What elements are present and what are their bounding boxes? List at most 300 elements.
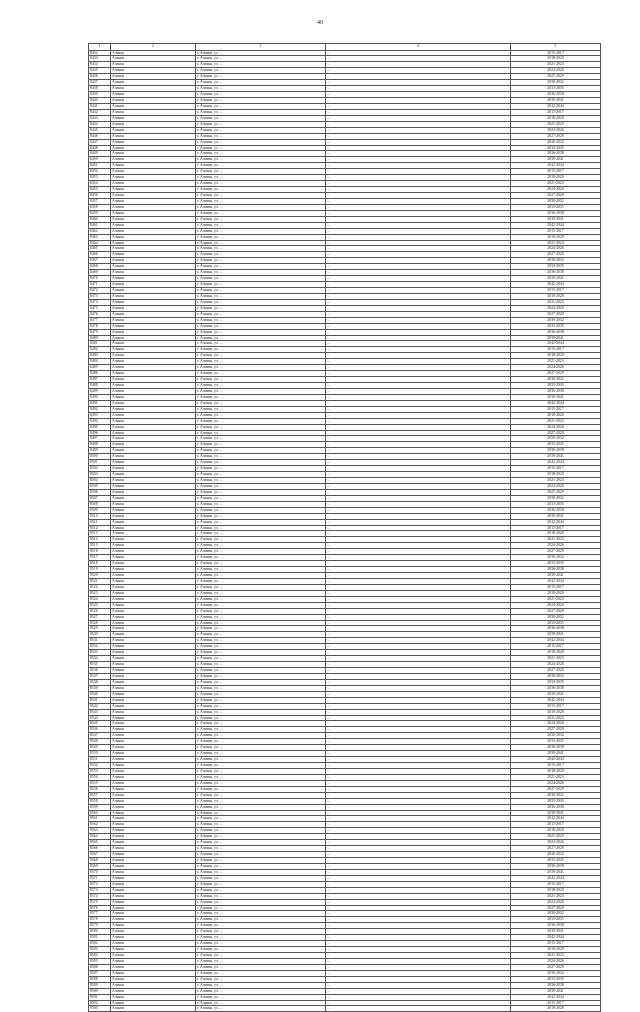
row-number: 8455	[89, 187, 111, 193]
address: г. Ачинск, ул. ...	[196, 988, 326, 994]
address: г. Ачинск, ул. ...	[196, 270, 326, 276]
address: г. Ачинск, ул. ...	[196, 198, 326, 204]
period: 2024-2026	[511, 424, 601, 430]
row-number: 8575	[89, 899, 111, 905]
period: 2015-2017	[511, 822, 601, 828]
period: 2018-2020	[511, 1006, 601, 1012]
address: г. Ачинск, ул. ...	[196, 329, 326, 335]
address: г. Ачинск, ул. ...	[196, 531, 326, 537]
locality: Ачинск	[111, 685, 196, 691]
period: 2015-2017	[511, 50, 601, 56]
work-description: ...	[326, 175, 511, 181]
work-description: ...	[326, 276, 511, 282]
row-number: 8540	[89, 691, 111, 697]
address: г. Ачинск, ул. ...	[196, 958, 326, 964]
address: г. Ачинск, ул. ...	[196, 561, 326, 567]
locality: Ачинск	[111, 169, 196, 175]
work-description: ...	[326, 751, 511, 757]
work-description: ...	[326, 454, 511, 460]
row-number: 8541	[89, 697, 111, 703]
address: г. Ачинск, ул. ...	[196, 210, 326, 216]
row-number: 8494	[89, 418, 111, 424]
period: 2030-2032	[511, 673, 601, 679]
address: г. Ачинск, ул. ...	[196, 507, 326, 513]
locality: Ачинск	[111, 970, 196, 976]
work-description: ...	[326, 715, 511, 721]
period: 2021-2023	[511, 715, 601, 721]
work-description: ...	[326, 80, 511, 86]
address: г. Ачинск, ул. ...	[196, 798, 326, 804]
row-number: 8555	[89, 780, 111, 786]
row-number: 8498	[89, 442, 111, 448]
period: 2039-2041	[511, 394, 601, 400]
period: 2015-2017	[511, 941, 601, 947]
address: г. Ачинск, ул. ...	[196, 638, 326, 644]
work-description: ...	[326, 216, 511, 222]
address: г. Ачинск, ул. ...	[196, 74, 326, 80]
work-description: ...	[326, 299, 511, 305]
locality: Ачинск	[111, 270, 196, 276]
row-number: 8542	[89, 703, 111, 709]
work-description: ...	[326, 792, 511, 798]
work-description: ...	[326, 668, 511, 674]
locality: Ачинск	[111, 733, 196, 739]
locality: Ачинск	[111, 875, 196, 881]
period: 2036-2038	[511, 210, 601, 216]
address: г. Ачинск, ул. ...	[196, 151, 326, 157]
period: 2027-2029	[511, 964, 601, 970]
row-number: 8552	[89, 763, 111, 769]
period: 2015-2017	[511, 466, 601, 472]
period: 2018-2020	[511, 650, 601, 656]
locality: Ачинск	[111, 103, 196, 109]
period: 2018-2020	[511, 115, 601, 121]
work-description: ...	[326, 673, 511, 679]
row-number: 8436	[89, 74, 111, 80]
locality: Ачинск	[111, 804, 196, 810]
period: 2024-2026	[511, 483, 601, 489]
locality: Ачинск	[111, 293, 196, 299]
period: 2033-2035	[511, 501, 601, 507]
period: 2036-2038	[511, 923, 601, 929]
row-number: 8556	[89, 786, 111, 792]
address: г. Ачинск, ул. ...	[196, 786, 326, 792]
row-number: 8551	[89, 757, 111, 763]
address: г. Ачинск, ул. ...	[196, 727, 326, 733]
work-description: ...	[326, 638, 511, 644]
locality: Ачинск	[111, 472, 196, 478]
work-description: ...	[326, 133, 511, 139]
period: 2024-2026	[511, 127, 601, 133]
locality: Ачинск	[111, 567, 196, 573]
period: 2030-2032	[511, 317, 601, 323]
period: 2018-2020	[511, 353, 601, 359]
row-number: 8512	[89, 525, 111, 531]
locality: Ачинск	[111, 1000, 196, 1006]
period: 2024-2026	[511, 68, 601, 74]
row-number: 8573	[89, 887, 111, 893]
row-number: 8434	[89, 62, 111, 68]
locality: Ачинск	[111, 863, 196, 869]
work-description: ...	[326, 74, 511, 80]
row-number: 8503	[89, 472, 111, 478]
address: г. Ачинск, ул. ...	[196, 193, 326, 199]
work-description: ...	[326, 359, 511, 365]
locality: Ачинск	[111, 50, 196, 56]
address: г. Ачинск, ул. ...	[196, 513, 326, 519]
locality: Ачинск	[111, 305, 196, 311]
column-header: 2	[111, 44, 196, 51]
address: г. Ачинск, ул. ...	[196, 418, 326, 424]
period: 2033-2035	[511, 620, 601, 626]
period: 2018-2020	[511, 56, 601, 62]
work-description: ...	[326, 525, 511, 531]
address: г. Ачинск, ул. ...	[196, 685, 326, 691]
period: 2039-2041	[511, 691, 601, 697]
period: 2030-2032	[511, 614, 601, 620]
work-description: ...	[326, 252, 511, 258]
locality: Ачинск	[111, 899, 196, 905]
row-number: 8511	[89, 519, 111, 525]
locality: Ачинск	[111, 721, 196, 727]
address: г. Ачинск, ул. ...	[196, 436, 326, 442]
locality: Ачинск	[111, 626, 196, 632]
locality: Ачинск	[111, 489, 196, 495]
row-number: 8506	[89, 489, 111, 495]
row-number: 8447	[89, 139, 111, 145]
row-number: 8561	[89, 816, 111, 822]
address: г. Ачинск, ул. ...	[196, 703, 326, 709]
period: 2027-2029	[511, 193, 601, 199]
row-number: 8442	[89, 109, 111, 115]
period: 2024-2026	[511, 662, 601, 668]
work-description: ...	[326, 62, 511, 68]
work-description: ...	[326, 982, 511, 988]
locality: Ачинск	[111, 929, 196, 935]
row-number: 8571	[89, 875, 111, 881]
row-number: 8508	[89, 501, 111, 507]
locality: Ачинск	[111, 935, 196, 941]
period: 2021-2023	[511, 834, 601, 840]
locality: Ачинск	[111, 679, 196, 685]
row-number: 8564	[89, 834, 111, 840]
work-description: ...	[326, 531, 511, 537]
address: г. Ачинск, ул. ...	[196, 632, 326, 638]
locality: Ачинск	[111, 869, 196, 875]
period: 2030-2032	[511, 80, 601, 86]
work-description: ...	[326, 1006, 511, 1012]
locality: Ачинск	[111, 774, 196, 780]
locality: Ачинск	[111, 656, 196, 662]
row-number: 8591	[89, 994, 111, 1000]
work-description: ...	[326, 816, 511, 822]
address: г. Ачинск, ул. ...	[196, 412, 326, 418]
locality: Ачинск	[111, 745, 196, 751]
work-description: ...	[326, 596, 511, 602]
period: 2030-2032	[511, 436, 601, 442]
locality: Ачинск	[111, 323, 196, 329]
period: 2042-2044	[511, 519, 601, 525]
locality: Ачинск	[111, 412, 196, 418]
locality: Ачинск	[111, 941, 196, 947]
work-description: ...	[326, 222, 511, 228]
locality: Ачинск	[111, 543, 196, 549]
locality: Ачинск	[111, 288, 196, 294]
work-description: ...	[326, 210, 511, 216]
row-number: 8582	[89, 941, 111, 947]
row-number: 8443	[89, 115, 111, 121]
locality: Ачинск	[111, 590, 196, 596]
address: г. Ачинск, ул. ...	[196, 388, 326, 394]
work-description: ...	[326, 590, 511, 596]
address: г. Ачинск, ул. ...	[196, 780, 326, 786]
row-number: 8492	[89, 406, 111, 412]
address: г. Ачинск, ул. ...	[196, 68, 326, 74]
row-number: 8469	[89, 270, 111, 276]
row-number: 8481	[89, 341, 111, 347]
period: 2027-2029	[511, 74, 601, 80]
period: 2015-2017	[511, 406, 601, 412]
period: 2018-2020	[511, 531, 601, 537]
row-number: 8523	[89, 590, 111, 596]
row-number: 8445	[89, 127, 111, 133]
row-number: 8580	[89, 929, 111, 935]
work-description: ...	[326, 721, 511, 727]
work-description: ...	[326, 139, 511, 145]
period: 2033-2035	[511, 442, 601, 448]
work-description: ...	[326, 353, 511, 359]
row-number: 8539	[89, 685, 111, 691]
address: г. Ачинск, ул. ...	[196, 406, 326, 412]
work-description: ...	[326, 620, 511, 626]
address: г. Ачинск, ул. ...	[196, 246, 326, 252]
work-description: ...	[326, 115, 511, 121]
period: 2042-2044	[511, 222, 601, 228]
period: 2018-2020	[511, 175, 601, 181]
period: 2036-2038	[511, 863, 601, 869]
work-description: ...	[326, 258, 511, 264]
locality: Ачинск	[111, 359, 196, 365]
work-description: ...	[326, 489, 511, 495]
work-description: ...	[326, 412, 511, 418]
locality: Ачинск	[111, 299, 196, 305]
address: г. Ачинск, ул. ...	[196, 555, 326, 561]
address: г. Ачинск, ул. ...	[196, 596, 326, 602]
address: г. Ачинск, ул. ...	[196, 602, 326, 608]
locality: Ачинск	[111, 483, 196, 489]
work-description: ...	[326, 840, 511, 846]
row-number: 8526	[89, 608, 111, 614]
locality: Ачинск	[111, 210, 196, 216]
locality: Ачинск	[111, 151, 196, 157]
row-number: 8586	[89, 964, 111, 970]
address: г. Ачинск, ул. ...	[196, 216, 326, 222]
address: г. Ачинск, ул. ...	[196, 299, 326, 305]
address: г. Ачинск, ул. ...	[196, 620, 326, 626]
address: г. Ачинск, ул. ...	[196, 869, 326, 875]
address: г. Ачинск, ул. ...	[196, 495, 326, 501]
period: 2039-2041	[511, 98, 601, 104]
locality: Ачинск	[111, 216, 196, 222]
row-number: 8458	[89, 204, 111, 210]
row-number: 8546	[89, 727, 111, 733]
row-number: 8563	[89, 828, 111, 834]
locality: Ачинск	[111, 596, 196, 602]
address: г. Ачинск, ул. ...	[196, 157, 326, 163]
row-number: 8487	[89, 377, 111, 383]
work-description: ...	[326, 424, 511, 430]
column-header: 1	[89, 44, 111, 51]
period: 2015-2017	[511, 644, 601, 650]
locality: Ачинск	[111, 768, 196, 774]
row-number: 8466	[89, 252, 111, 258]
locality: Ачинск	[111, 519, 196, 525]
locality: Ачинск	[111, 822, 196, 828]
work-description: ...	[326, 763, 511, 769]
address: г. Ачинск, ул. ...	[196, 163, 326, 169]
work-description: ...	[326, 418, 511, 424]
period: 2030-2032	[511, 377, 601, 383]
period: 2033-2035	[511, 264, 601, 270]
period: 2033-2035	[511, 917, 601, 923]
row-number: 8549	[89, 745, 111, 751]
work-description: ...	[326, 804, 511, 810]
row-number: 8437	[89, 80, 111, 86]
locality: Ачинск	[111, 650, 196, 656]
row-number: 8578	[89, 917, 111, 923]
work-description: ...	[326, 103, 511, 109]
row-number: 8473	[89, 293, 111, 299]
period: 2015-2017	[511, 881, 601, 887]
address: г. Ачинск, ул. ...	[196, 519, 326, 525]
locality: Ачинск	[111, 614, 196, 620]
period: 2033-2035	[511, 679, 601, 685]
work-description: ...	[326, 733, 511, 739]
period: 2015-2017	[511, 109, 601, 115]
work-description: ...	[326, 923, 511, 929]
locality: Ачинск	[111, 994, 196, 1000]
period: 2036-2038	[511, 685, 601, 691]
table-body	[89, 50, 601, 1012]
locality: Ачинск	[111, 335, 196, 341]
row-number: 8565	[89, 840, 111, 846]
row-number: 8435	[89, 68, 111, 74]
work-description: ...	[326, 632, 511, 638]
address: г. Ачинск, ул. ...	[196, 133, 326, 139]
address: г. Ачинск, ул. ...	[196, 50, 326, 56]
work-description: ...	[326, 270, 511, 276]
row-number: 8439	[89, 92, 111, 98]
period: 2027-2029	[511, 489, 601, 495]
period: 2033-2035	[511, 86, 601, 92]
row-number: 8502	[89, 466, 111, 472]
period: 2036-2038	[511, 92, 601, 98]
period: 2033-2035	[511, 204, 601, 210]
row-number: 8465	[89, 246, 111, 252]
period: 2015-2017	[511, 347, 601, 353]
period: 2024-2026	[511, 365, 601, 371]
work-description: ...	[326, 157, 511, 163]
period: 2036-2038	[511, 626, 601, 632]
locality: Ачинск	[111, 816, 196, 822]
address: г. Ачинск, ул. ...	[196, 893, 326, 899]
locality: Ачинск	[111, 828, 196, 834]
address: г. Ачинск, ул. ...	[196, 454, 326, 460]
work-description: ...	[326, 293, 511, 299]
work-description: ...	[326, 905, 511, 911]
row-number: 8467	[89, 258, 111, 264]
address: г. Ачинск, ул. ...	[196, 359, 326, 365]
work-description: ...	[326, 537, 511, 543]
row-number: 8553	[89, 768, 111, 774]
address: г. Ачинск, ул. ...	[196, 953, 326, 959]
row-number: 8480	[89, 335, 111, 341]
row-number: 8557	[89, 792, 111, 798]
address: г. Ачинск, ул. ...	[196, 745, 326, 751]
work-description: ...	[326, 406, 511, 412]
address: г. Ачинск, ул. ...	[196, 394, 326, 400]
row-number: 8462	[89, 228, 111, 234]
work-description: ...	[326, 377, 511, 383]
period: 2042-2044	[511, 400, 601, 406]
period: 2030-2032	[511, 970, 601, 976]
work-description: ...	[326, 329, 511, 335]
address: г. Ачинск, ул. ...	[196, 662, 326, 668]
address: г. Ачинск, ул. ...	[196, 347, 326, 353]
locality: Ачинск	[111, 371, 196, 377]
work-description: ...	[326, 887, 511, 893]
address: г. Ачинск, ул. ...	[196, 691, 326, 697]
work-description: ...	[326, 739, 511, 745]
address: г. Ачинск, ул. ...	[196, 715, 326, 721]
address: г. Ачинск, ул. ...	[196, 881, 326, 887]
row-number: 8570	[89, 869, 111, 875]
row-number: 8536	[89, 668, 111, 674]
work-description: ...	[326, 323, 511, 329]
locality: Ачинск	[111, 810, 196, 816]
row-number: 8471	[89, 282, 111, 288]
locality: Ачинск	[111, 982, 196, 988]
work-description: ...	[326, 774, 511, 780]
locality: Ачинск	[111, 252, 196, 258]
period: 2021-2023	[511, 299, 601, 305]
work-description: ...	[326, 834, 511, 840]
period: 2042-2044	[511, 875, 601, 881]
row-number: 8485	[89, 365, 111, 371]
address: г. Ачинск, ул. ...	[196, 573, 326, 579]
row-number: 8590	[89, 988, 111, 994]
row-number: 8460	[89, 216, 111, 222]
period: 2024-2026	[511, 602, 601, 608]
row-number: 8509	[89, 507, 111, 513]
row-number: 8524	[89, 596, 111, 602]
work-description: ...	[326, 198, 511, 204]
work-description: ...	[326, 234, 511, 240]
work-description: ...	[326, 240, 511, 246]
period: 2039-2041	[511, 216, 601, 222]
period: 2036-2038	[511, 982, 601, 988]
row-number: 8529	[89, 626, 111, 632]
row-number: 8444	[89, 121, 111, 127]
period: 2042-2044	[511, 935, 601, 941]
period: 2015-2017	[511, 228, 601, 234]
work-description: ...	[326, 970, 511, 976]
row-number: 8457	[89, 198, 111, 204]
address: г. Ачинск, ул. ...	[196, 656, 326, 662]
work-description: ...	[326, 964, 511, 970]
row-number: 8470	[89, 276, 111, 282]
page-number: 40	[317, 20, 323, 26]
